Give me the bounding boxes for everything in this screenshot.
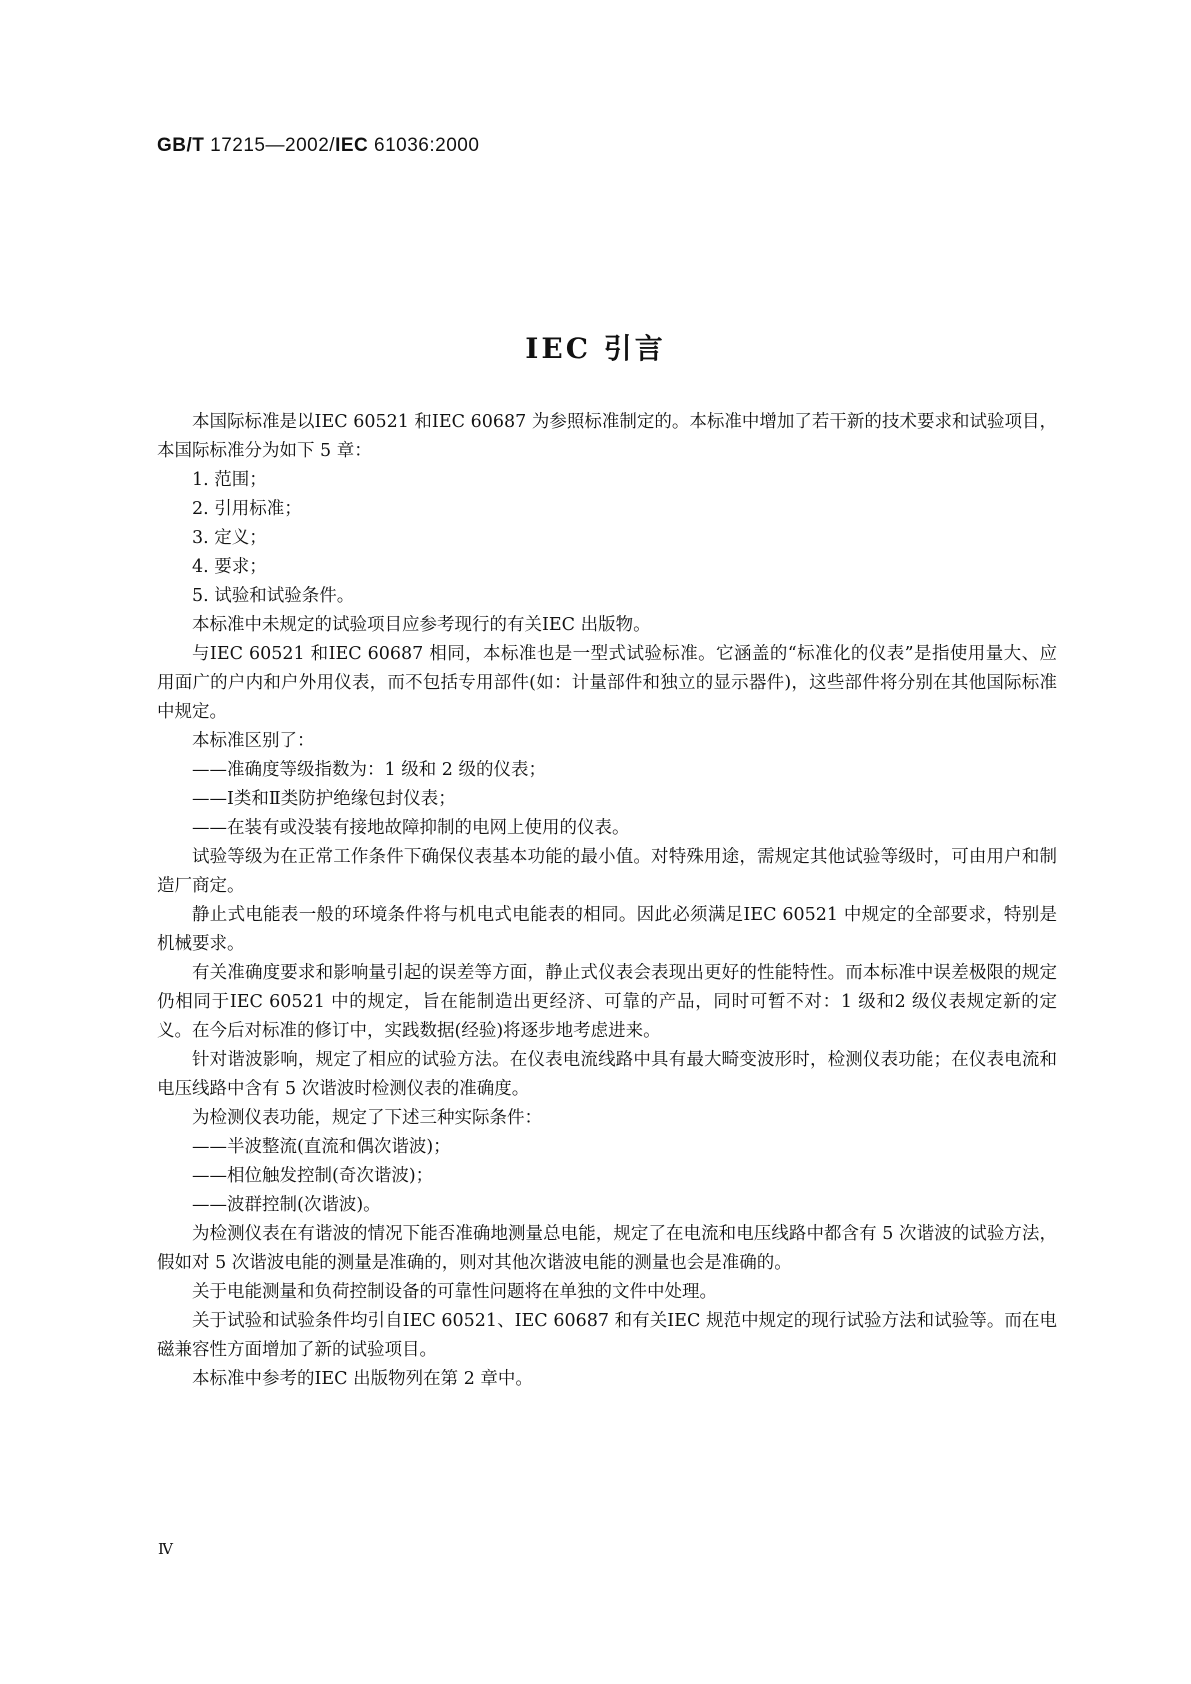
paragraph: 试验等级为在正常工作条件下确保仪表基本功能的最小值。对特殊用途，需规定其他试验等级时，可由用户和制造厂商定。	[157, 847, 1057, 896]
iec-number: 61036:2000	[368, 135, 480, 156]
paragraph: 针对谐波影响，规定了相应的试验方法。在仪表电流线路中具有最大畸变波形时，检测仪表功能；在仪表电流和电压线路中含有 5 次谐波时检测仪表的准确度。	[157, 1050, 1057, 1099]
dash-list-item: ——准确度等级指数为：1 级和 2 级的仪表；	[192, 760, 546, 780]
dash-list-item: ——相位触发控制(奇次谐波)；	[192, 1166, 434, 1186]
dash-list-item: ——在装有或没装有接地故障抑制的电网上使用的仪表。	[192, 818, 630, 838]
page-number: Ⅳ	[158, 1542, 173, 1558]
chapter-list-item: 5. 试验和试验条件。	[192, 586, 355, 606]
standard-number: 17215—2002/	[204, 135, 336, 156]
paragraph: 为检测仪表在有谐波的情况下能否准确地测量总电能，规定了在电流和电压线路中都含有 5 次谐波的试验方法，假如对 5 次谐波电能的测量是准确的，则对其他次谐波电能的测量也会是准确的。	[157, 1224, 1057, 1273]
paragraph: 本标准区别了：	[192, 731, 315, 751]
dash-list-item: ——Ⅰ类和Ⅱ类防护绝缘包封仪表；	[192, 789, 456, 809]
chapter-list-item: 2. 引用标准；	[192, 499, 302, 519]
standard-prefix: GB/T	[157, 135, 205, 156]
dash-list-item: ——半波整流(直流和偶次谐波)；	[192, 1137, 451, 1157]
chapter-list-item: 1. 范围；	[192, 470, 267, 490]
dash-list-item: ——波群控制(次谐波)。	[192, 1195, 381, 1215]
body-text	[157, 408, 1057, 1394]
paragraph: 与IEC 60521 和IEC 60687 相同，本标准也是一型式试验标准。它涵盖的“标准化的仪表”是指使用量大、应用面广的户内和户外用仪表，而不包括专用部件(如：计量部件和独立的显示器件)，这些部件将分别在其他国际标准中规定。	[157, 644, 1057, 722]
paragraph: 为检测仪表功能，规定了下述三种实际条件：	[192, 1108, 542, 1128]
paragraph-intro: 本国际标准是以IEC 60521 和IEC 60687 为参照标准制定的。本标准中增加了若干新的技术要求和试验项目，本国际标准分为如下 5 章：	[157, 412, 1057, 461]
paragraph: 关于电能测量和负荷控制设备的可靠性问题将在单独的文件中处理。	[192, 1282, 717, 1302]
paragraph: 本标准中参考的IEC 出版物列在第 2 章中。	[192, 1369, 533, 1389]
paragraph: 静止式电能表一般的环境条件将与机电式电能表的相同。因此必须满足IEC 60521 中规定的全部要求，特别是机械要求。	[157, 905, 1057, 954]
chapter-list-item: 3. 定义；	[192, 528, 267, 548]
chapter-list-item: 4. 要求；	[192, 557, 267, 577]
page-title: IEC 引言	[525, 332, 666, 365]
standard-header	[157, 135, 479, 157]
iec-prefix: IEC	[335, 135, 369, 156]
paragraph: 关于试验和试验条件均引自IEC 60521、IEC 60687 和有关IEC 规范中规定的现行试验方法和试验等。而在电磁兼容性方面增加了新的试验项目。	[157, 1311, 1057, 1360]
paragraph: 有关准确度要求和影响量引起的误差等方面，静止式仪表会表现出更好的性能特性。而本标准中误差极限的规定仍相同于IEC 60521 中的规定，旨在能制造出更经济、可靠的产品，同时可暂不对：1 级和2 级仪表规定新的定义。在今后对标准的修订中，实践数据(经验)将逐步地考虑进来。	[157, 963, 1057, 1041]
paragraph: 本标准中未规定的试验项目应参考现行的有关IEC 出版物。	[192, 615, 651, 635]
